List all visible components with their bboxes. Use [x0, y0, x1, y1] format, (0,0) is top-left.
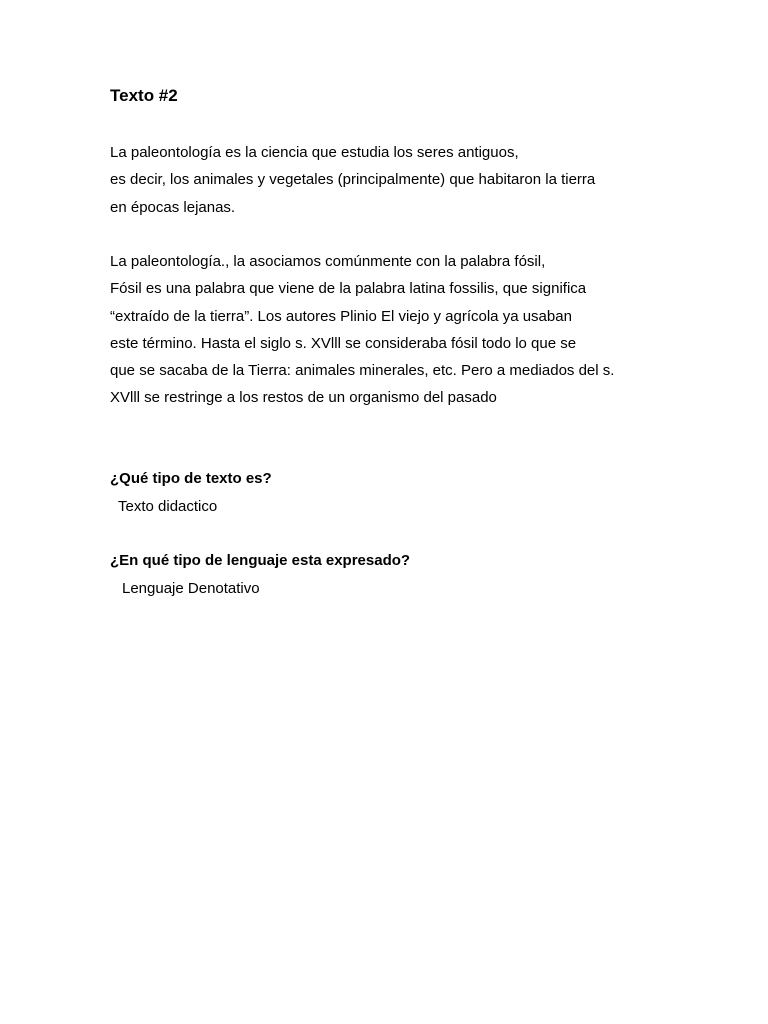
paragraph-line: XVlll se restringe a los restos de un organismo del pasado — [110, 389, 497, 407]
paragraph-line: La paleontología es la ciencia que estudia los seres antiguos, — [110, 144, 519, 161]
paragraph-definition — [110, 139, 595, 221]
paragraph-line: La paleontología., la asociamos comúnmente con la palabra fósil, — [110, 253, 546, 270]
question-language-type: ¿En qué tipo de lenguaje esta expresado? — [110, 552, 411, 569]
document-title: Texto #2 — [110, 86, 178, 105]
paragraph-line: este término. Hasta el siglo s. XVlll se consideraba fósil todo lo que se — [110, 334, 577, 352]
paragraph-line: en épocas lejanas. — [110, 198, 236, 216]
answer-text-type: Texto didactico — [118, 498, 218, 515]
paragraph-line: es decir, los animales y vegetales (principalmente) que habitaron la tierra — [110, 171, 596, 189]
paragraph-line: que se sacaba de la Tierra: animales minerales, etc. Pero a mediados del s. — [110, 362, 615, 380]
paragraph-fossil — [110, 248, 614, 412]
answer-language-type: Lenguaje Denotativo — [122, 580, 260, 597]
question-text-type: ¿Qué tipo de texto es? — [110, 470, 272, 487]
paragraph-line: Fósil es una palabra que viene de la palabra latina fossilis, que significa — [110, 280, 587, 298]
paragraph-line: “extraído de la tierra”. Los autores Plinio El viejo y agrícola ya usaban — [110, 307, 572, 325]
